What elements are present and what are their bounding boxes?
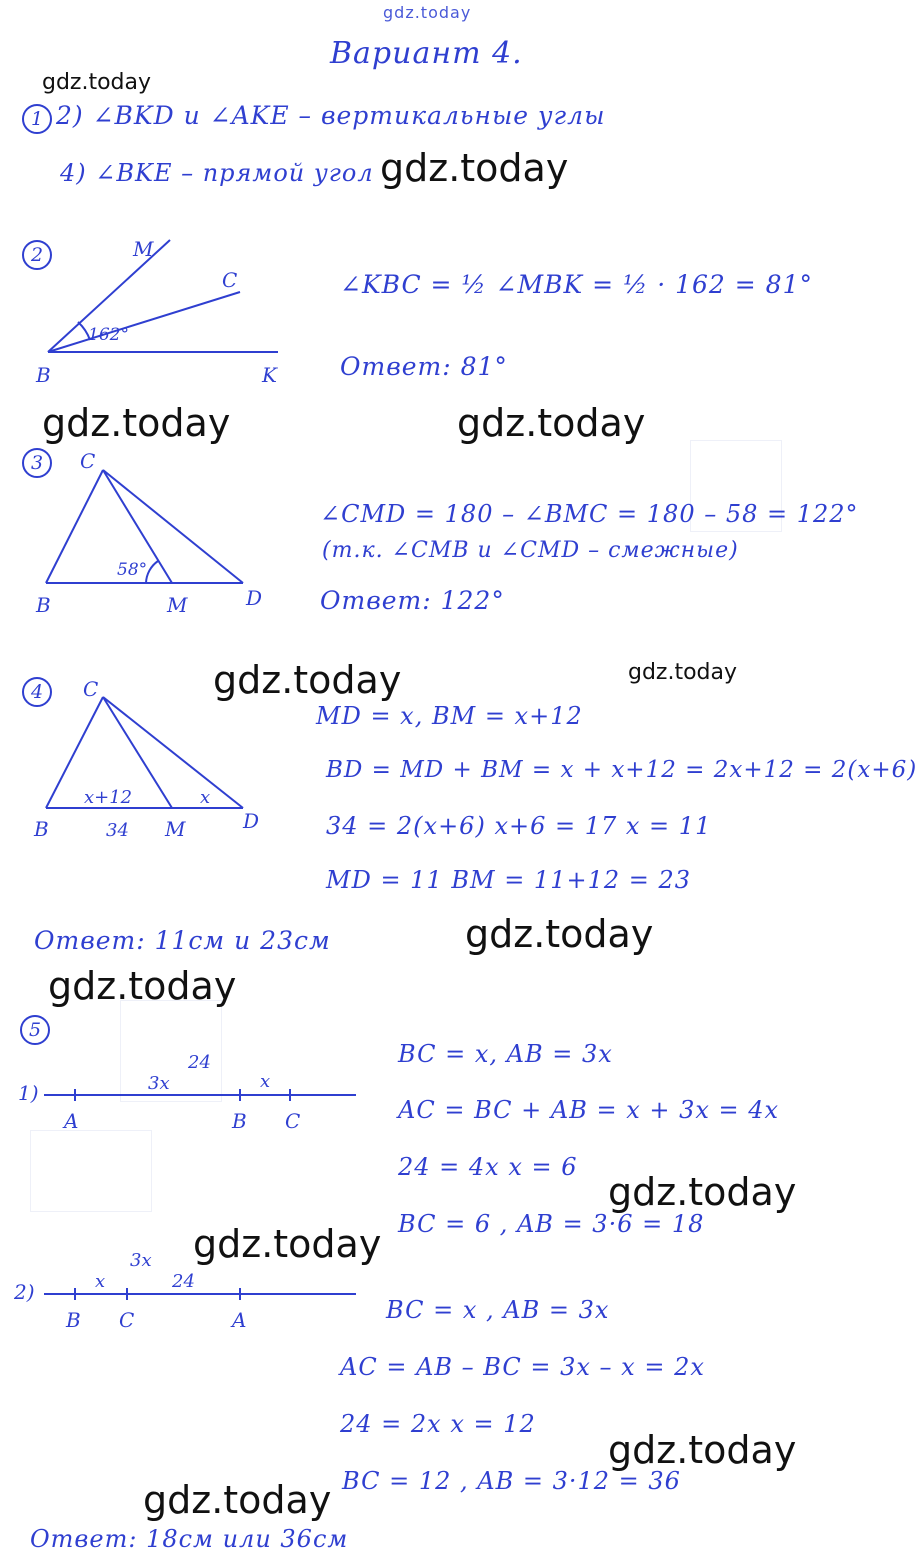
task5-case2-line: BC = 12 , AB = 3·12 = 36 <box>342 1467 681 1495</box>
task2-equation: ∠KBC = ½ ∠MBK = ½ · 162 = 81° <box>340 270 813 299</box>
task5-case2-line: AC = AB – BC = 3x – x = 2x <box>340 1353 705 1381</box>
task3-answer: Ответ: 122° <box>320 586 505 615</box>
label-B: B <box>34 817 49 841</box>
task4-answer: Ответ: 11см и 23см <box>34 926 331 955</box>
task5-case2-line: 24 = 2x x = 12 <box>340 1410 536 1438</box>
task1-line2: 4) ∠BKE – прямой угол <box>60 159 374 187</box>
task5-case1-line: BC = 6 , AB = 3·6 = 18 <box>398 1210 705 1238</box>
task2-answer: Ответ: 81° <box>340 352 508 381</box>
label-D: D <box>243 809 260 833</box>
task4-line: 34 = 2(x+6) x+6 = 17 x = 11 <box>326 812 712 840</box>
watermark: gdz.today <box>193 1222 382 1266</box>
segment-bd: 34 <box>106 820 129 841</box>
task-number: 3 <box>22 448 52 478</box>
watermark: gdz.today <box>42 401 231 445</box>
label-B: B <box>66 1308 81 1332</box>
watermark: gdz.today <box>48 964 237 1008</box>
watermark: gdz.today <box>457 401 646 445</box>
watermark: gdz.today <box>42 70 152 95</box>
task3-note: (т.к. ∠CMB и ∠CMD – смежные) <box>322 538 739 563</box>
task5-case1-line: AC = BC + AB = x + 3x = 4x <box>398 1096 780 1124</box>
label-B: B <box>36 593 51 617</box>
label-B: B <box>232 1109 247 1133</box>
task4-line: BD = MD + BM = x + x+12 = 2x+12 = 2(x+6) <box>326 757 917 783</box>
task4-line: MD = 11 BM = 11+12 = 23 <box>326 866 692 894</box>
task1-line1: 2) ∠BKD и ∠AKE – вертикальные углы <box>56 101 606 130</box>
task5-case1-line: 24 = 4x x = 6 <box>398 1153 578 1181</box>
label-M: M <box>167 593 188 617</box>
segment-bc: x <box>260 1071 271 1092</box>
segment-md: x <box>200 787 211 808</box>
task5-case2-line: BC = x , AB = 3x <box>386 1296 610 1324</box>
watermark: gdz.today <box>465 912 654 956</box>
angle-label: 58° <box>117 560 148 580</box>
label-M: M <box>133 237 154 261</box>
label-A: A <box>64 1109 79 1133</box>
task-number: 1 <box>22 104 52 134</box>
segment-ac: 24 <box>188 1052 211 1073</box>
task-number: 4 <box>22 677 52 707</box>
label-K: K <box>262 363 277 387</box>
case-marker: 1) <box>18 1081 39 1105</box>
label-D: D <box>246 586 263 610</box>
watermark: gdz.today <box>380 146 569 190</box>
watermark: gdz.today <box>608 1428 797 1472</box>
label-A: A <box>232 1308 247 1332</box>
task-number: 2 <box>22 240 52 270</box>
segment-bc: x <box>95 1271 106 1292</box>
segment-ab: 3x <box>130 1250 152 1271</box>
label-M: M <box>165 817 186 841</box>
task-number: 5 <box>20 1015 50 1045</box>
task3-equation: ∠CMD = 180 – ∠BMC = 180 – 58 = 122° <box>320 500 859 528</box>
label-C: C <box>83 677 99 701</box>
page-title: Вариант 4. <box>330 36 523 71</box>
segment-ac: 24 <box>172 1271 195 1292</box>
watermark: gdz.today <box>628 660 738 685</box>
label-C: C <box>285 1109 301 1133</box>
label-C: C <box>119 1308 135 1332</box>
task5-case1-line: BC = x, AB = 3x <box>398 1040 613 1068</box>
label-C: C <box>222 268 238 292</box>
segment-ab: 3x <box>148 1073 170 1094</box>
task5-answer: Ответ: 18см или 36см <box>30 1525 349 1553</box>
watermark: gdz.today <box>143 1478 332 1522</box>
watermark: gdz.today <box>213 658 402 702</box>
watermark: gdz.today <box>608 1170 797 1214</box>
task4-line: MD = x, BM = x+12 <box>316 702 583 730</box>
angle-label: 162° <box>88 325 129 345</box>
case-marker: 2) <box>14 1280 35 1304</box>
segment-bm: x+12 <box>84 787 133 808</box>
watermark: gdz.today <box>383 3 472 22</box>
label-B: B <box>36 363 51 387</box>
label-C: C <box>80 449 96 473</box>
